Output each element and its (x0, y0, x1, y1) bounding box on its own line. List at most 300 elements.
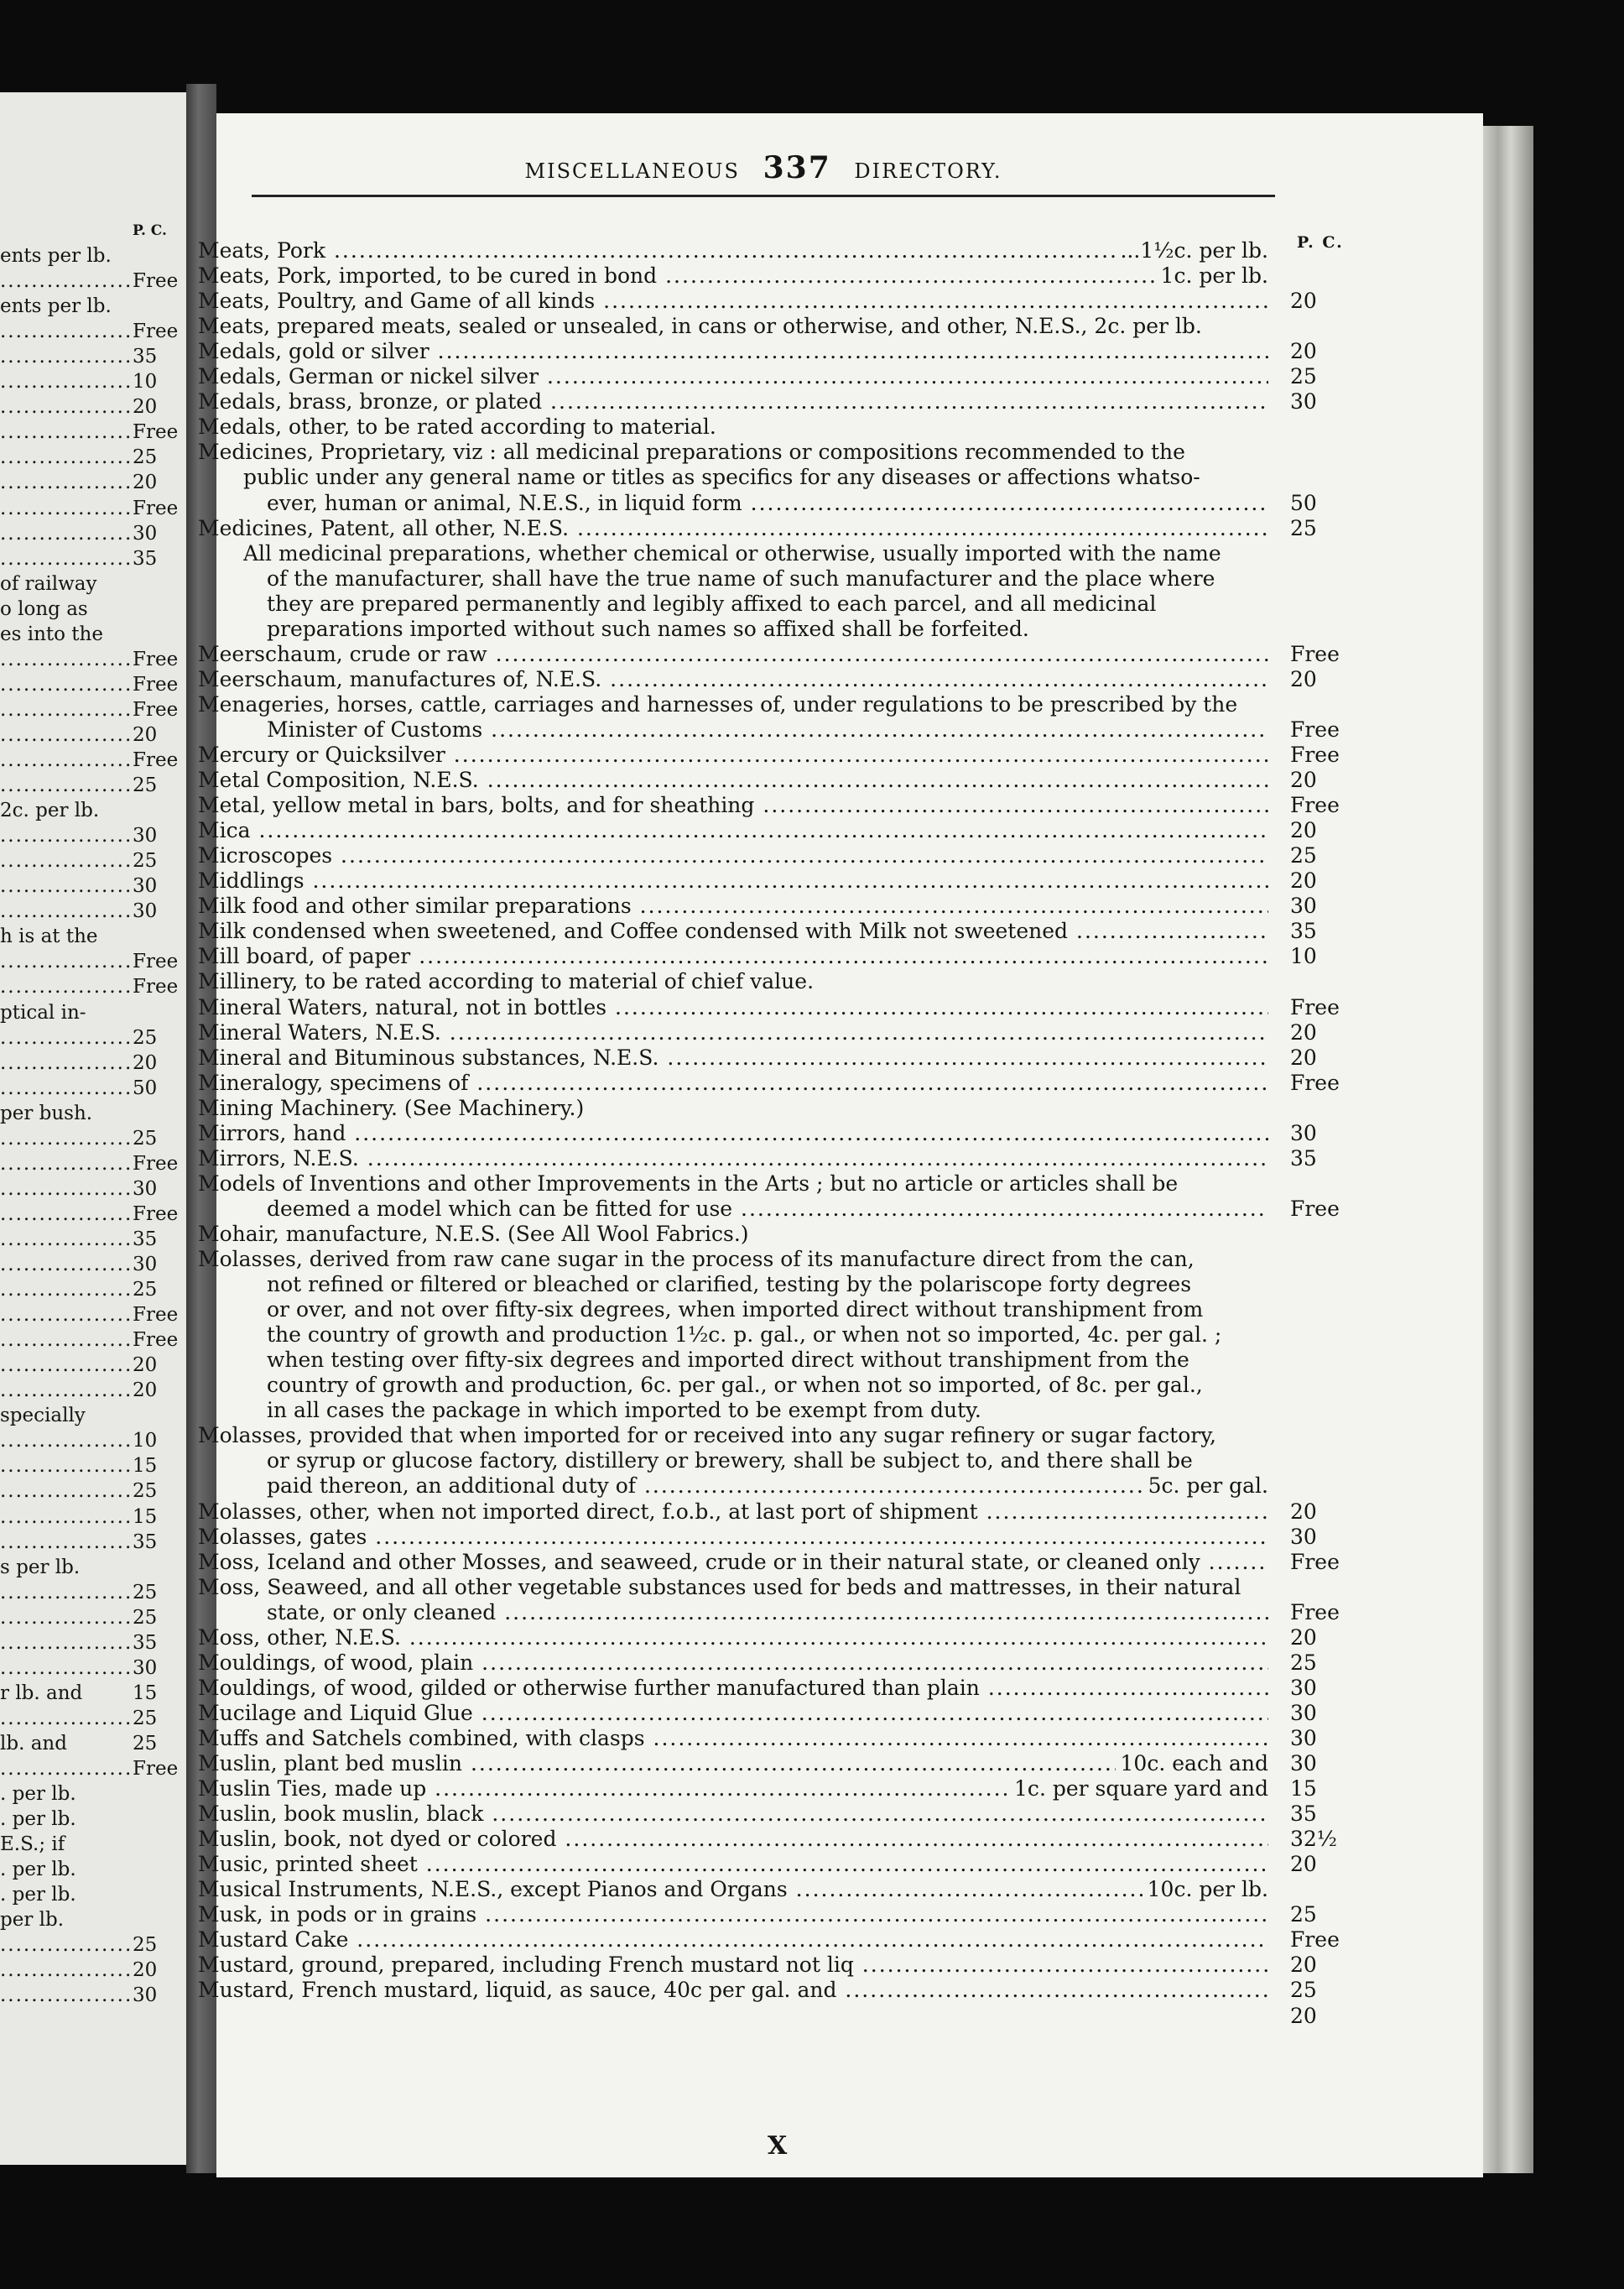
left-page-leader-dots: ................. (0, 1430, 133, 1452)
entry-duty-value: 25 (1290, 1902, 1317, 1927)
entry-duty-value: 30 (1290, 894, 1317, 918)
left-page-leader-dots: ................. (0, 396, 133, 418)
entry-line (198, 1575, 1268, 1600)
entry-text: they are prepared permanently and legibly affixed to each parcel, and all medicinal (267, 592, 1157, 616)
entry-line (243, 541, 1268, 566)
entry-duty-value: 20 (1290, 2004, 1317, 2028)
entry-line (198, 1171, 1268, 1197)
left-page-line-value: 25 (133, 1733, 158, 1755)
entry-text: Molasses, derived from raw cane sugar in the process of its manufacture direct from the can, (198, 1247, 1195, 1271)
entry-text: Muslin, book, not dyed or colored (198, 1827, 557, 1851)
entry-line (198, 1852, 1268, 1877)
entry-line (198, 1776, 1268, 1801)
left-page-line-value: 30 (133, 1657, 158, 1679)
entry-text: Meats, Pork, imported, to be cured in bond (198, 263, 658, 288)
entry-rate: ...1½c. per lb. (1115, 238, 1268, 263)
entry-duty-value: 25 (1290, 1978, 1317, 2002)
left-page-line-value: 15 (133, 1506, 158, 1528)
entry-text: Muslin, plant bed muslin (198, 1751, 462, 1775)
left-page-leader-dots: ................. (0, 446, 133, 468)
entry-line (267, 1448, 1268, 1473)
entry-duty-value: Free (1290, 1600, 1340, 1624)
entry-line (198, 1423, 1268, 1448)
entry-duty-value: 20 (1290, 1045, 1317, 1070)
left-page-leader-dots: ................. (0, 1531, 133, 1553)
left-page-leader-dots: ................. (0, 825, 133, 847)
entry-duty-value: 25 (1290, 1650, 1317, 1675)
entry-line (198, 894, 1268, 919)
entry-text: Molasses, provided that when imported for or received into any sugar refinery or sugar factory, (198, 1423, 1216, 1447)
entry-text: when testing over fifty-six degrees and imported direct without transhipment from the (267, 1348, 1189, 1372)
left-page-line-text: r lb. and (0, 1682, 83, 1704)
entry-text: Musk, in pods or in grains (198, 1902, 477, 1927)
entry-duty-value: 20 (1290, 1020, 1317, 1045)
entry-duty-value: 20 (1290, 1625, 1317, 1650)
left-page-column-heading: P. C. (133, 222, 167, 239)
entry-line (198, 1902, 1268, 1927)
entry-text: Mineral Waters, natural, not in bottles (198, 995, 607, 1019)
entry-text: Mirrors, hand (198, 1121, 346, 1145)
entry-text: Middlings (198, 868, 304, 893)
entry-line (198, 1827, 1268, 1852)
header-right: DIRECTORY. (854, 159, 1002, 183)
entry-line (267, 566, 1268, 592)
entry-line (198, 1625, 1268, 1650)
entry-text: Mica (198, 818, 251, 842)
entry-line (198, 364, 1268, 389)
entry-duty-value: 15 (1290, 1776, 1317, 1801)
left-page-leader-dots: ................. (0, 724, 133, 746)
left-page-line-text: per lb. (0, 1909, 65, 1931)
entry-text: Mohair, manufacture, N.E.S. (See All Wool Fabrics.) (198, 1222, 749, 1246)
left-page-line-value: 25 (133, 1934, 158, 1956)
entry-duty-value: 25 (1290, 516, 1317, 540)
entry-text: Molasses, other, when not imported direct, f.o.b., at last port of shipment (198, 1499, 978, 1524)
entry-text: not refined or filtered or bleached or clarified, testing by the polariscope forty degrees (267, 1272, 1192, 1296)
entry-text: Minister of Customs (267, 717, 483, 742)
left-page-line-value: 20 (133, 1052, 158, 1074)
entry-text: or syrup or glucose factory, distillery or brewery, shall be subject to, and there shall be (267, 1448, 1193, 1473)
left-page-line-value: Free (133, 498, 179, 519)
entry-line (198, 1978, 1268, 2003)
left-page-leader-dots: ................. (0, 1657, 133, 1679)
left-page-line-text: 2c. per lb. (0, 800, 100, 821)
entry-duty-value: 25 (1290, 843, 1317, 868)
left-page-line-value: 20 (133, 1354, 158, 1376)
left-page-leader-dots: ................. (0, 1304, 133, 1326)
left-page-leader-dots: ................. (0, 498, 133, 519)
left-page-line-value: 25 (133, 774, 158, 796)
entry-line (198, 238, 1268, 263)
entry-duty-value: Free (1290, 642, 1340, 666)
page-footer: X (768, 2131, 788, 2161)
left-page-leader-dots: ................. (0, 1329, 133, 1351)
entry-text: Moss, other, N.E.S. (198, 1625, 401, 1650)
entry-line (267, 717, 1268, 743)
left-page-leader-dots: ................. (0, 674, 133, 696)
left-page-leader-dots: ................. (0, 1959, 133, 1981)
left-page-line-value: 30 (133, 875, 158, 897)
entry-duty-value: 30 (1290, 1525, 1317, 1549)
entry-line (198, 995, 1268, 1020)
entry-text: Mineral Waters, N.E.S. (198, 1020, 441, 1045)
entry-text: Mirrors, N.E.S. (198, 1146, 359, 1171)
entry-text: deemed a model which can be fitted for use (267, 1197, 733, 1221)
entry-line (198, 642, 1268, 667)
entry-line (198, 843, 1268, 868)
entry-text: Milk condensed when sweetened, and Coffee condensed with Milk not sweetened (198, 919, 1069, 943)
left-page-line-value: Free (133, 1329, 179, 1351)
entry-text: in all cases the package in which imported to be exempt from duty. (267, 1398, 981, 1422)
left-page-leader-dots: ................. (0, 1506, 133, 1528)
entry-line (198, 944, 1268, 969)
left-page-leader-dots: ................. (0, 1708, 133, 1729)
left-page-leader-dots: ................. (0, 321, 133, 342)
page-number: 337 (763, 150, 831, 185)
entry-text: Musical Instruments, N.E.S., except Pianos and Organs (198, 1877, 788, 1901)
left-page-line-value: Free (133, 1153, 179, 1175)
entry-line (198, 440, 1268, 465)
left-page-line-value: 30 (133, 1254, 158, 1275)
entry-text: Medals, German or nickel silver (198, 364, 539, 388)
left-page-line-value: 20 (133, 1959, 158, 1981)
entry-line (198, 516, 1268, 541)
left-page-line-value: 30 (133, 1984, 158, 2006)
left-page-leader-dots: ................. (0, 1480, 133, 1502)
entry-text: country of growth and production, 6c. per gal., or when not so imported, of 8c. per gal., (267, 1373, 1203, 1397)
entry-line (198, 793, 1268, 818)
entry-text: preparations imported without such names so affixed shall be forfeited. (267, 617, 1029, 641)
entry-line (267, 1600, 1268, 1625)
entry-text: Meats, prepared meats, sealed or unsealed, in cans or otherwise, and other, N.E.S., 2c. per lb. (198, 314, 1202, 338)
left-page-line-value: Free (133, 674, 179, 696)
entry-text: Medals, brass, bronze, or plated (198, 389, 543, 414)
entry-line (198, 263, 1268, 289)
left-page-line-value: 30 (133, 900, 158, 922)
entry-text: or over, and not over fifty-six degrees, when imported direct without transhipment from (267, 1297, 1204, 1322)
entry-line (267, 1373, 1268, 1398)
entry-line (198, 1751, 1268, 1776)
entry-duty-value: 20 (1290, 1953, 1317, 1977)
left-page-leader-dots: ................. (0, 1128, 133, 1150)
entry-line (198, 692, 1268, 717)
left-page-leader-dots: ................. (0, 1607, 133, 1629)
left-page-line-value: 15 (133, 1455, 158, 1477)
entry-text: Mineralogy, specimens of (198, 1071, 469, 1095)
entry-duty-value: Free (1290, 793, 1340, 817)
entry-line (243, 465, 1268, 490)
entry-line (198, 2004, 1268, 2029)
left-page-leader-dots: ................. (0, 774, 133, 796)
left-page-leader-dots: ................. (0, 472, 133, 493)
header-left: MISCELLANEOUS (524, 159, 740, 183)
left-page-line-value: Free (133, 321, 179, 342)
entry-line (198, 768, 1268, 793)
entry-text: Mercury or Quicksilver (198, 743, 445, 767)
left-page-line-text: ptical in- (0, 1002, 86, 1024)
entry-duty-value: Free (1290, 1197, 1340, 1221)
entry-text: Millinery, to be rated according to material of chief value. (198, 969, 815, 993)
entry-duty-value: 20 (1290, 667, 1317, 691)
entry-line (198, 1550, 1268, 1575)
entry-line (198, 339, 1268, 364)
entry-duty-value: 50 (1290, 491, 1317, 515)
left-page-line-value: Free (133, 976, 179, 998)
entry-text: Milk food and other similar preparations (198, 894, 632, 918)
entry-duty-value: 20 (1290, 768, 1317, 792)
entry-line (198, 1045, 1268, 1071)
entry-text: Microscopes (198, 843, 333, 868)
left-page-leader-dots: ................. (0, 1077, 133, 1099)
left-page-leader-dots: ................. (0, 1934, 133, 1956)
entry-duty-value: 10 (1290, 944, 1317, 968)
entry-duty-value: 20 (1290, 1852, 1317, 1876)
entry-line (267, 592, 1268, 617)
left-page-leader-dots: ................. (0, 1984, 133, 2006)
left-page-line-text: . per lb. (0, 1783, 76, 1805)
entry-text: Moss, Seaweed, and all other vegetable substances used for beds and mattresses, in their natural (198, 1575, 1241, 1599)
left-page-line-text: of railway (0, 573, 97, 595)
entry-line (267, 1473, 1268, 1499)
left-page-leader-dots: ................. (0, 976, 133, 998)
entry-line (198, 1222, 1268, 1247)
entry-rate: 1c. per square yard and (1009, 1776, 1268, 1801)
entry-line (267, 1272, 1268, 1297)
entry-duty-value: 30 (1290, 1726, 1317, 1750)
column-heading: P. C. (1297, 233, 1344, 252)
left-page-line-text: ents per lb. (0, 245, 112, 267)
left-page-leader-dots: ................. (0, 421, 133, 443)
entry-line (198, 1096, 1268, 1121)
entry-line (198, 389, 1268, 415)
entry-duty-value: 30 (1290, 1121, 1317, 1145)
entry-line (267, 1322, 1268, 1348)
entry-line (198, 1877, 1268, 1902)
left-page-line-value: Free (133, 649, 179, 670)
entry-line (198, 1499, 1268, 1525)
entry-text: Mustard Cake (198, 1927, 349, 1952)
left-page-leader-dots: ................. (0, 1758, 133, 1780)
left-page-line-value: 20 (133, 1379, 158, 1401)
entry-line (198, 919, 1268, 944)
entry-text: Mouldings, of wood, plain (198, 1650, 474, 1675)
entry-duty-value: 35 (1290, 1146, 1317, 1171)
left-page-leader-dots: ................. (0, 749, 133, 771)
left-page-line-text: s per lb. (0, 1556, 81, 1578)
entry-line (267, 1197, 1268, 1222)
entry-line (267, 617, 1268, 642)
left-page-leader-dots: ................. (0, 1178, 133, 1200)
left-page-line-value: 35 (133, 548, 158, 570)
entry-duty-value: 20 (1290, 339, 1317, 363)
left-page-line-value: 35 (133, 346, 158, 368)
left-page-line-text: h is at the (0, 926, 98, 947)
entry-duty-value: 32½ (1290, 1827, 1338, 1851)
entry-duty-value: Free (1290, 1550, 1340, 1574)
left-page-line-value: Free (133, 1203, 179, 1225)
left-page-line-value: 20 (133, 396, 158, 418)
left-page-line-value: Free (133, 951, 179, 972)
left-page-line-value: 35 (133, 1531, 158, 1553)
left-page-leader-dots: ................. (0, 1254, 133, 1275)
left-page-leader-dots: ................. (0, 548, 133, 570)
left-page-line-value: Free (133, 1758, 179, 1780)
entry-text: public under any general name or titles as specifics for any diseases or affections whatso- (243, 465, 1200, 489)
entry-duty-value: 30 (1290, 1676, 1317, 1700)
entry-duty-value: Free (1290, 1927, 1340, 1952)
left-page-leader-dots: ................. (0, 371, 133, 393)
entry-line (198, 1701, 1268, 1726)
left-page-line-value: 25 (133, 1607, 158, 1629)
entry-line (198, 415, 1268, 440)
entry-text: paid thereon, an additional duty of (267, 1473, 637, 1498)
left-page-line-text: lb. and (0, 1733, 67, 1755)
entry-line (198, 969, 1268, 994)
entry-duty-value: Free (1290, 1071, 1340, 1095)
left-page-leader-dots: ................. (0, 1632, 133, 1654)
entry-rate: 1c. per lb. (1156, 263, 1268, 289)
entry-text: Medicines, Patent, all other, N.E.S. (198, 516, 570, 540)
left-page-line-value: 35 (133, 1228, 158, 1250)
entry-duty-value: 20 (1290, 1499, 1317, 1524)
left-page-line-text: . per lb. (0, 1859, 76, 1880)
left-page-leader-dots: ................. (0, 1027, 133, 1049)
left-page-line-value: Free (133, 749, 179, 771)
entry-rate: 5c. per gal. (1143, 1473, 1268, 1499)
entry-duty-value: 35 (1290, 919, 1317, 943)
entry-duty-value: Free (1290, 743, 1340, 767)
entry-line (198, 818, 1268, 843)
left-page-leader-dots: ................. (0, 1279, 133, 1301)
left-page-leader-dots: ................. (0, 523, 133, 545)
left-page-leader-dots: ................. (0, 1228, 133, 1250)
left-page-leader-dots: ................. (0, 1354, 133, 1376)
entry-text: Medals, other, to be rated according to material. (198, 415, 716, 439)
left-page-line-text: specially (0, 1405, 86, 1426)
entry-text: Meerschaum, crude or raw (198, 642, 487, 666)
entry-text: Mill board, of paper (198, 944, 411, 968)
entry-text: Music, printed sheet (198, 1852, 418, 1876)
left-page-leader-dots: ................. (0, 1455, 133, 1477)
entry-text: the country of growth and production 1½c. p. gal., or when not so imported, 4c. per gal. ; (267, 1322, 1222, 1347)
entry-text: Mining Machinery. (See Machinery.) (198, 1096, 585, 1120)
left-page-line-value: 25 (133, 1480, 158, 1502)
left-page-leader-dots: ................. (0, 699, 133, 721)
entry-line (267, 1398, 1268, 1423)
left-page-line-value: 25 (133, 1128, 158, 1150)
left-page-line-value: 10 (133, 371, 158, 393)
left-page-line-text: per bush. (0, 1103, 93, 1124)
left-page-line-value: Free (133, 270, 179, 292)
entry-line (198, 1927, 1268, 1953)
entry-text: Meats, Poultry, and Game of all kinds (198, 289, 596, 313)
entry-duty-value: 30 (1290, 1701, 1317, 1725)
entry-text: Mustard, French mustard, liquid, as sauce, 40c per gal. and (198, 1978, 837, 2002)
entry-text: of the manufacturer, shall have the true name of such manufacturer and the place where (267, 566, 1215, 591)
entry-rate: 10c. each and (1116, 1751, 1268, 1776)
entry-text: Menageries, horses, cattle, carriages and harnesses of, under regulations to be prescribed by the (198, 692, 1238, 717)
entry-line (198, 289, 1268, 314)
left-page-leader-dots: ................. (0, 850, 133, 872)
entry-duty-value: 35 (1290, 1801, 1317, 1826)
left-page-line-text: o long as (0, 598, 88, 620)
entry-duty-value: 20 (1290, 868, 1317, 893)
left-page-line-value: 50 (133, 1077, 158, 1099)
left-page-line-value: 20 (133, 724, 158, 746)
entry-text: Medals, gold or silver (198, 339, 429, 363)
entry-line (198, 1247, 1268, 1272)
left-page-line-text: es into the (0, 623, 103, 645)
entry-line (198, 667, 1268, 692)
left-page-leader-dots: ................. (0, 875, 133, 897)
left-page-line-value: 30 (133, 825, 158, 847)
left-page-leader-dots: ................. (0, 1379, 133, 1401)
left-page-line-value: 25 (133, 1582, 158, 1603)
entry-text: Meats, Pork (198, 238, 326, 263)
entry-line (198, 1676, 1268, 1701)
entry-text: Mouldings, of wood, gilded or otherwise further manufactured than plain (198, 1676, 980, 1700)
entry-line (198, 1121, 1268, 1146)
entry-line (267, 1348, 1268, 1373)
entry-text: ever, human or animal, N.E.S., in liquid form (267, 491, 742, 515)
entry-line (267, 1297, 1268, 1322)
entry-text: Metal Composition, N.E.S. (198, 768, 479, 792)
left-page-line-value: Free (133, 421, 179, 443)
left-page-line-value: 25 (133, 446, 158, 468)
entry-duty-value: 30 (1290, 389, 1317, 414)
left-page-line-value: 15 (133, 1682, 158, 1704)
left-page-line-text: . per lb. (0, 1808, 76, 1830)
left-page-leader-dots: ................. (0, 951, 133, 972)
left-page-leader-dots: ................. (0, 346, 133, 368)
entry-line (198, 1525, 1268, 1550)
entry-line (198, 1801, 1268, 1827)
entry-text: Metal, yellow metal in bars, bolts, and for sheathing (198, 793, 755, 817)
left-page-line-value: 25 (133, 850, 158, 872)
left-page-line-value: 20 (133, 472, 158, 493)
left-page-line-value: 30 (133, 523, 158, 545)
entry-line (198, 1071, 1268, 1096)
left-page-line-value: 30 (133, 1178, 158, 1200)
entry-rate: 10c. per lb. (1143, 1877, 1268, 1902)
entry-text: Moss, Iceland and other Mosses, and seaweed, crude or in their natural state, or cleaned only (198, 1550, 1200, 1574)
entry-line (198, 1726, 1268, 1751)
entry-line (198, 1953, 1268, 1978)
entry-text: Mustard, ground, prepared, including French mustard not liq (198, 1953, 854, 1977)
left-page-leader-dots: ................. (0, 1582, 133, 1603)
entry-duty-value: Free (1290, 717, 1340, 742)
entry-text: Muffs and Satchels combined, with clasps (198, 1726, 645, 1750)
left-page-line-value: Free (133, 1304, 179, 1326)
left-page-leader-dots: ................. (0, 270, 133, 292)
entry-duty-value: 25 (1290, 364, 1317, 388)
entry-line (198, 1650, 1268, 1676)
left-page-line-value: 25 (133, 1027, 158, 1049)
entry-text: Meerschaum, manufactures of, N.E.S. (198, 667, 602, 691)
entry-duty-value: 30 (1290, 1751, 1317, 1775)
left-page-leader-dots: ................. (0, 1153, 133, 1175)
entry-line (267, 491, 1268, 516)
left-page-line-value: Free (133, 699, 179, 721)
entry-text: Muslin, book muslin, black (198, 1801, 484, 1826)
left-page-line-value: 35 (133, 1632, 158, 1654)
left-page-line-text: E.S.; if (0, 1833, 65, 1855)
entry-duty-value: 20 (1290, 818, 1317, 842)
entry-text: Medicines, Proprietary, viz : all medicinal preparations or compositions recommended to the (198, 440, 1185, 464)
left-page-line-text: . per lb. (0, 1884, 76, 1906)
left-page-leader-dots: ................. (0, 1203, 133, 1225)
entry-line (198, 1020, 1268, 1045)
